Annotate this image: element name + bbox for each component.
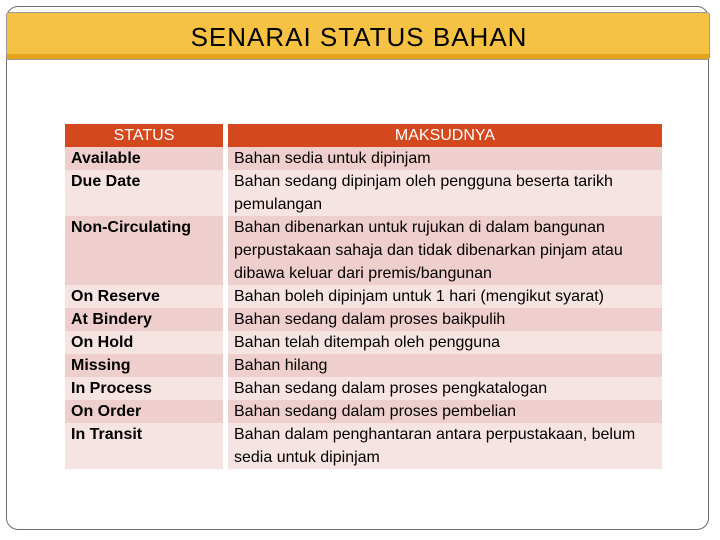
meaning-cell: Bahan sedang dalam proses baikpulih bbox=[228, 308, 662, 331]
status-cell: Available bbox=[65, 147, 223, 170]
header-meaning: MAKSUDNYA bbox=[228, 124, 662, 147]
table-row bbox=[65, 377, 662, 400]
title-bar bbox=[6, 12, 710, 60]
header-status: STATUS bbox=[65, 124, 223, 147]
table-header-row bbox=[65, 124, 662, 147]
meaning-cell: Bahan dalam penghantaran antara perpustakaan, belum sedia untuk dipinjam bbox=[228, 423, 662, 469]
table-row bbox=[65, 354, 662, 377]
table-row bbox=[65, 331, 662, 354]
meaning-cell: Bahan sedang dalam proses pengkatalogan bbox=[228, 377, 662, 400]
table-row bbox=[65, 147, 662, 170]
meaning-cell: Bahan sedang dalam proses pembelian bbox=[228, 400, 662, 423]
status-cell: At Bindery bbox=[65, 308, 223, 331]
status-cell: In Process bbox=[65, 377, 223, 400]
table-row bbox=[65, 170, 662, 216]
status-cell: On Reserve bbox=[65, 285, 223, 308]
table-row bbox=[65, 400, 662, 423]
meaning-cell: Bahan hilang bbox=[228, 354, 662, 377]
status-cell: In Transit bbox=[65, 423, 223, 469]
table-row bbox=[65, 423, 662, 469]
meaning-cell: Bahan sedang dipinjam oleh pengguna beserta tarikh pemulangan bbox=[228, 170, 662, 216]
meaning-cell: Bahan telah ditempah oleh pengguna bbox=[228, 331, 662, 354]
table-row bbox=[65, 216, 662, 285]
status-table bbox=[65, 124, 662, 469]
meaning-cell: Bahan boleh dipinjam untuk 1 hari (mengikut syarat) bbox=[228, 285, 662, 308]
meaning-cell: Bahan dibenarkan untuk rujukan di dalam bangunan perpustakaan sahaja dan tidak dibenarkan pinjam atau dibawa keluar dari premis/bangunan bbox=[228, 216, 662, 285]
page-title: SENARAI STATUS BAHAN bbox=[190, 22, 528, 52]
table-row bbox=[65, 308, 662, 331]
status-cell: Non-Circulating bbox=[65, 216, 223, 285]
table-row bbox=[65, 285, 662, 308]
status-cell: On Order bbox=[65, 400, 223, 423]
status-cell: Missing bbox=[65, 354, 223, 377]
status-cell: Due Date bbox=[65, 170, 223, 216]
status-cell: On Hold bbox=[65, 331, 223, 354]
meaning-cell: Bahan sedia untuk dipinjam bbox=[228, 147, 662, 170]
